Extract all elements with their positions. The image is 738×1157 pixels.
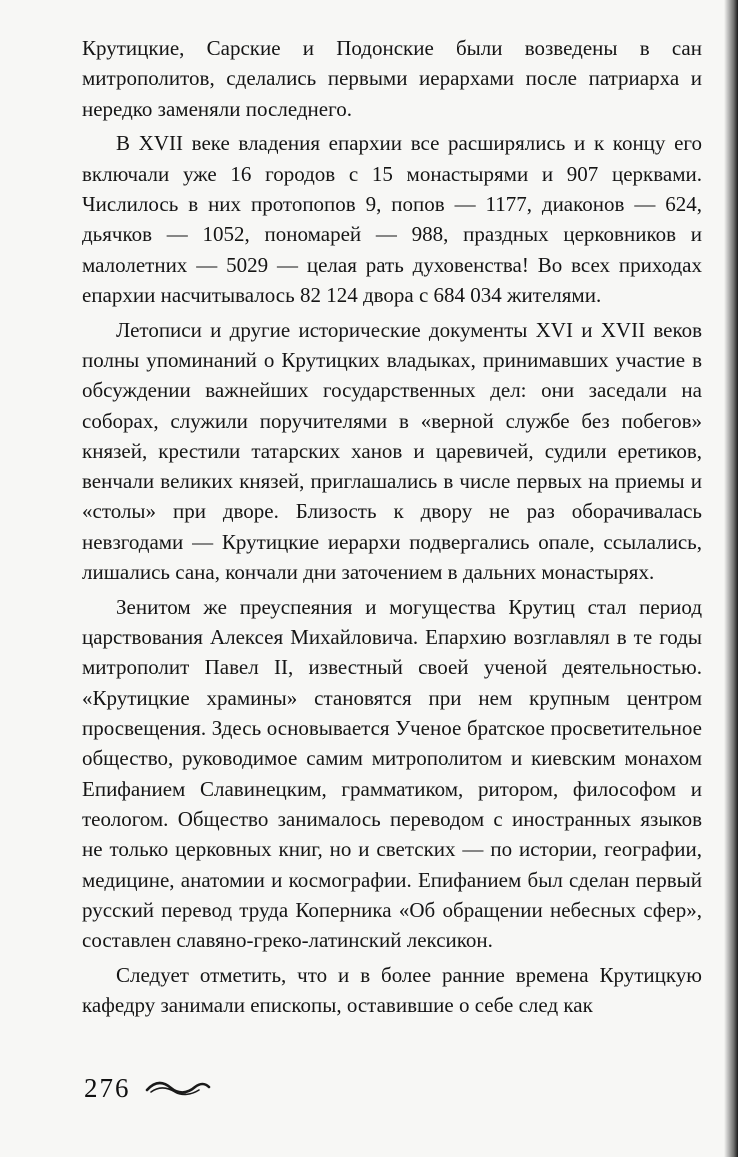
- paragraph-3: Летописи и другие исторические документы XVI и XVII веков полны упоминаний о Крутицких владыках, принимавших участие в обсуждении важнейших государственных дел: они заседали на соборах, служили поручителями в «верной службе без побегов» князей, крестили татарских ханов и царевичей, судили еретиков, венчали великих князей, приглашались в числе первых на приемы и «столы» при дворе. Близость к двору не раз оборачивалась невзгодами — Крутицкие иерархи подвергались опале, ссылались, лишались сана, кончали дни заточением в дальних монастырях.: [82, 317, 702, 585]
- page-footer: [84, 1068, 211, 1108]
- page-number: 276: [84, 1072, 131, 1103]
- body-text: [82, 33, 702, 1025]
- swash-ornament-icon: [145, 1077, 211, 1099]
- paragraph-4: Зенитом же преуспеяния и могущества Крутиц стал период царствования Алексея Михайловича. Епархию возглавлял в те годы митрополит Павел II, известный своей ученой деятельностью. «Крутицкие храмины» становятся при нем крупным центром просвещения. Здесь основывается Ученое братское просветительное общество, руководимое самим митрополитом и киевским монахом Епифанием Славинецким, грамматиком, ритором, философом и теологом. Общество занималось переводом с иностранных языков не только церковных книг, но и светских — по истории, географии, медицине, анатомии и космографии. Епифанием был сделан первый русский перевод труда Коперника «Об обращении небесных сфер», составлен славяно-греко-латинский лексикон.: [82, 594, 702, 953]
- paragraph-5: Следует отметить, что и в более ранние времена Крутицкую кафедру занимали епископы, оставившие о себе след как: [82, 962, 702, 1018]
- page-edge-shadow: [724, 0, 738, 1157]
- paragraph-2: В XVII веке владения епархии все расширялись и к концу его включали уже 16 городов с 15 монастырями и 907 церквами. Числилось в них протопопов 9, попов — 1177, диаконов — 624, дьячков — 1052, пономарей — 988, праздных церковников и малолетних — 5029 — целая рать духовенства! Во всех приходах епархии насчитывалось 82 124 двора с 684 034 жителями.: [82, 131, 702, 307]
- paragraph-1: Крутицкие, Сарские и Подонские были возведены в сан митрополитов, сделались первыми иерархами после патриарха и нередко заменяли последнего.: [82, 36, 702, 121]
